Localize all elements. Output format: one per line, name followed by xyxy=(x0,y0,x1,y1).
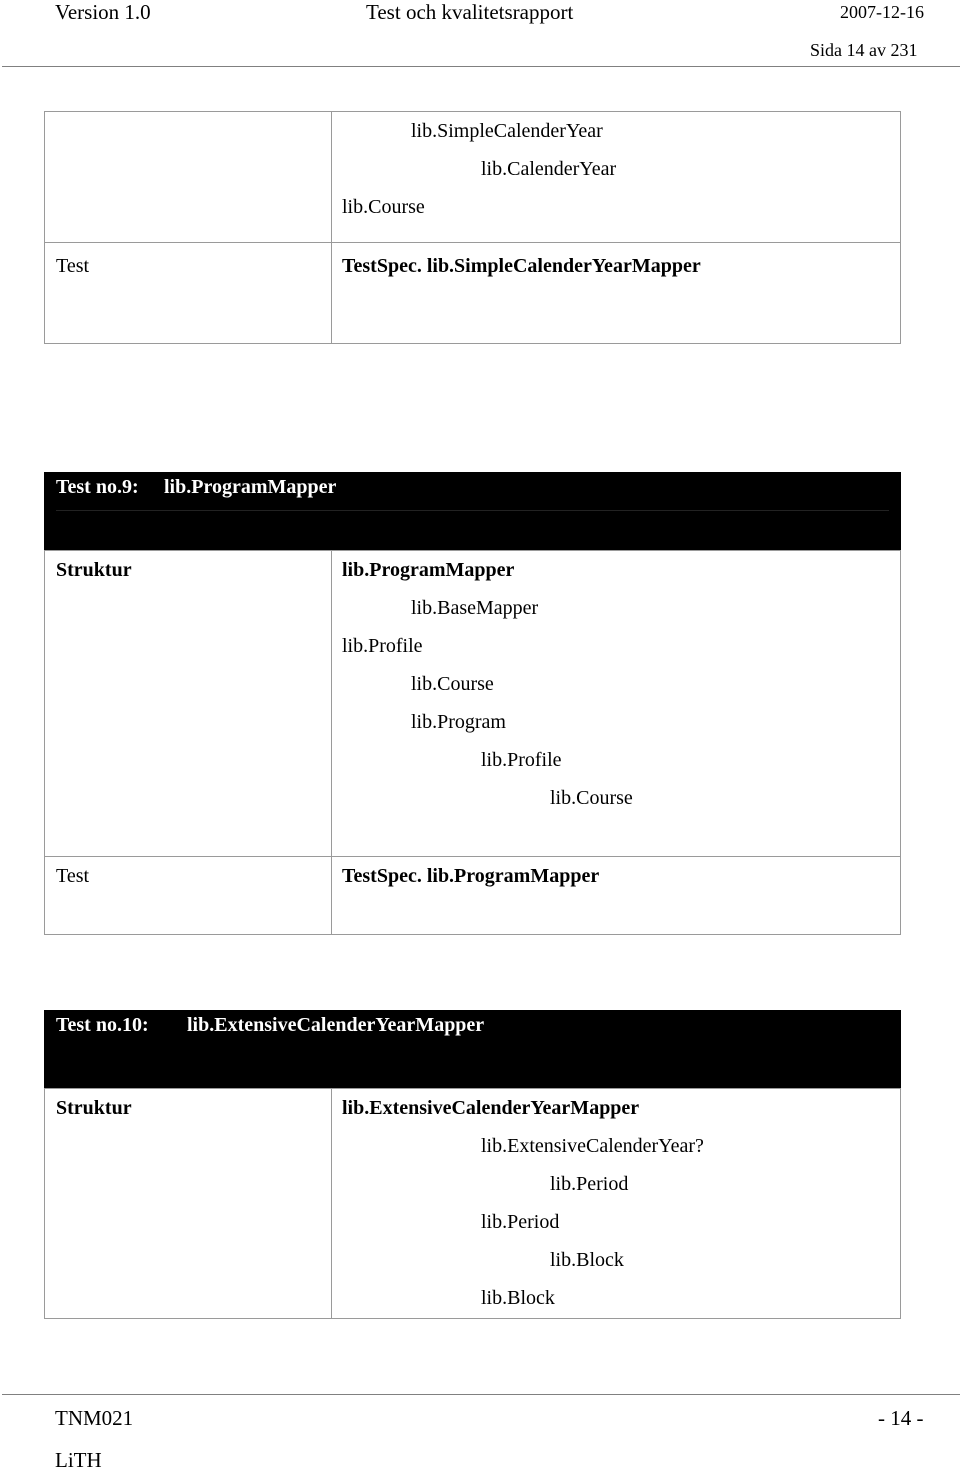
struktur-line: lib.CalenderYear xyxy=(481,158,617,180)
test-spec-value: TestSpec. lib.ProgramMapper xyxy=(342,865,600,887)
document-title: Test och kvalitetsrapport xyxy=(366,0,574,24)
bar-divider xyxy=(56,510,889,511)
struktur-line: lib.Period xyxy=(550,1173,629,1195)
document-version: Version 1.0 xyxy=(55,0,151,24)
struktur-line: lib.ProgramMapper xyxy=(342,559,515,581)
test10-header-bar xyxy=(44,1010,901,1088)
test-number: Test no.9: xyxy=(56,476,139,498)
struktur-line: lib.Profile xyxy=(342,635,423,657)
struktur-value-cell xyxy=(332,112,901,243)
organization: LiTH xyxy=(55,1448,102,1472)
test10-table xyxy=(44,1088,901,1319)
test-class-name: lib.ExtensiveCalenderYearMapper xyxy=(187,1014,485,1036)
test8-table-continued xyxy=(44,111,901,344)
struktur-label-cell xyxy=(45,551,332,857)
struktur-line: lib.ExtensiveCalenderYearMapper xyxy=(342,1097,640,1119)
struktur-line: lib.Course xyxy=(550,787,633,809)
struktur-line: lib.Block xyxy=(481,1287,555,1309)
struktur-label: Struktur xyxy=(56,559,132,581)
test-label-cell xyxy=(45,857,332,935)
struktur-value-cell xyxy=(332,1089,901,1319)
test-value-cell xyxy=(332,857,901,935)
test-label-cell xyxy=(45,243,332,344)
struktur-value-cell xyxy=(332,551,901,857)
header-divider xyxy=(2,66,960,67)
course-code: TNM021 xyxy=(55,1406,134,1430)
footer-divider xyxy=(2,1394,960,1395)
struktur-line: lib.SimpleCalenderYear xyxy=(411,120,603,142)
struktur-line: lib.Course xyxy=(411,673,494,695)
test-class-name: lib.ProgramMapper xyxy=(164,476,337,498)
struktur-line: lib.BaseMapper xyxy=(411,597,539,619)
struktur-label: Struktur xyxy=(56,1097,132,1119)
test-number: Test no.10: xyxy=(56,1014,149,1036)
test-label: Test xyxy=(56,255,90,277)
test-value-cell xyxy=(332,243,901,344)
document-date: 2007-12-16 xyxy=(840,2,924,22)
struktur-label-cell xyxy=(45,1089,332,1319)
struktur-line: lib.ExtensiveCalenderYear? xyxy=(481,1135,704,1157)
test-label: Test xyxy=(56,865,90,887)
test9-table xyxy=(44,550,901,935)
struktur-label-cell xyxy=(45,112,332,243)
page-indicator: Sida 14 av 231 xyxy=(810,40,918,60)
struktur-line: lib.Block xyxy=(550,1249,624,1271)
page-number: - 14 - xyxy=(878,1406,924,1430)
struktur-line: lib.Program xyxy=(411,711,506,733)
page-header xyxy=(0,0,960,70)
test9-header-bar xyxy=(44,472,901,550)
test-spec-value: TestSpec. lib.SimpleCalenderYearMapper xyxy=(342,255,701,277)
struktur-line: lib.Course xyxy=(342,196,425,218)
struktur-line: lib.Profile xyxy=(481,749,562,771)
struktur-line: lib.Period xyxy=(481,1211,560,1233)
